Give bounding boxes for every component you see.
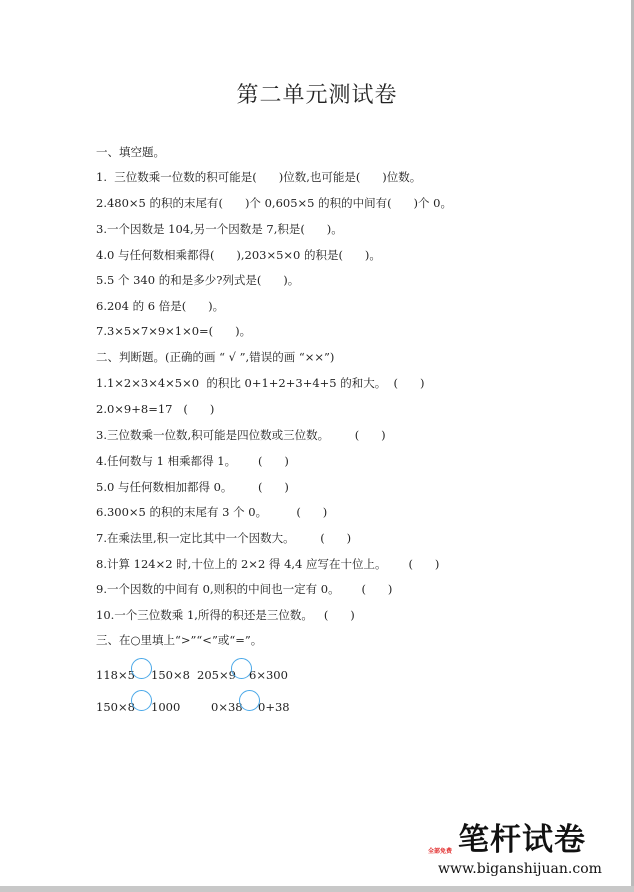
compare-circle[interactable] — [239, 690, 260, 711]
judge-question: 9.一个因数的中间有 0,则积的中间也一定有 0。 ( ) — [96, 582, 393, 596]
judge-question: 8.计算 124×2 时,十位上的 2×2 得 4,4 应写在十位上。 ( ) — [96, 557, 440, 571]
watermark-tag: 全部免费 — [428, 848, 453, 855]
judge-question: 10.一个三位数乘 1,所得的积还是三位数。 ( ) — [96, 608, 355, 622]
compare-left: 150×8 — [96, 700, 135, 714]
fill-question: 4.0 与任何数相乘都得( ),203×5×0 的积是( )。 — [96, 248, 381, 262]
watermark-url: www.biganshijuan.com — [438, 861, 602, 877]
compare-circle[interactable] — [131, 658, 152, 679]
section1-heading: 一、填空题。 — [96, 145, 165, 159]
judge-question: 2.0×9+8=17 ( ) — [96, 402, 215, 416]
judge-question: 4.任何数与 1 相乘都得 1。 ( ) — [96, 454, 289, 468]
fill-question: 7.3×5×7×9×1×0=( )。 — [96, 324, 252, 338]
fill-question: 1. 三位数乘一位数的积可能是( )位数,也可能是( )位数。 — [96, 170, 422, 184]
judge-question: 3.三位数乘一位数,积可能是四位数或三位数。 ( ) — [96, 428, 386, 442]
compare-left: 205×9 — [197, 668, 236, 682]
page-edge-bottom — [0, 886, 634, 892]
watermark-brand: 笔杆试卷 — [458, 822, 586, 858]
section2-heading: 二、判断题。(正确的画 “ √ ”,错误的画 “××”) — [96, 350, 335, 364]
fill-question: 2.480×5 的积的末尾有( )个 0,605×5 的积的中间有( )个 0。 — [96, 196, 452, 210]
judge-question: 7.在乘法里,积一定比其中一个因数大。 ( ) — [96, 531, 352, 545]
fill-question: 3.一个因数是 104,另一个因数是 7,积是( )。 — [96, 222, 343, 236]
section3-heading: 三、在○里填上“>”“<”或“=”。 — [96, 633, 263, 647]
compare-right: 0+38 — [258, 700, 290, 714]
compare-right: 1000 — [151, 700, 181, 714]
compare-left: 0×38 — [211, 700, 243, 714]
compare-left: 118×5 — [96, 668, 135, 682]
judge-question: 6.300×5 的积的末尾有 3 个 0。 ( ) — [96, 505, 328, 519]
judge-question: 1.1×2×3×4×5×0 的积比 0+1+2+3+4+5 的和大。 ( ) — [96, 376, 425, 390]
fill-question: 6.204 的 6 倍是( )。 — [96, 299, 225, 313]
judge-question: 5.0 与任何数相加都得 0。 ( ) — [96, 480, 289, 494]
compare-right: 6×300 — [249, 668, 288, 682]
fill-question: 5.5 个 340 的和是多少?列式是( )。 — [96, 273, 300, 287]
compare-circle[interactable] — [131, 690, 152, 711]
page-title: 第二单元测试卷 — [236, 83, 398, 108]
compare-right: 150×8 — [151, 668, 190, 682]
